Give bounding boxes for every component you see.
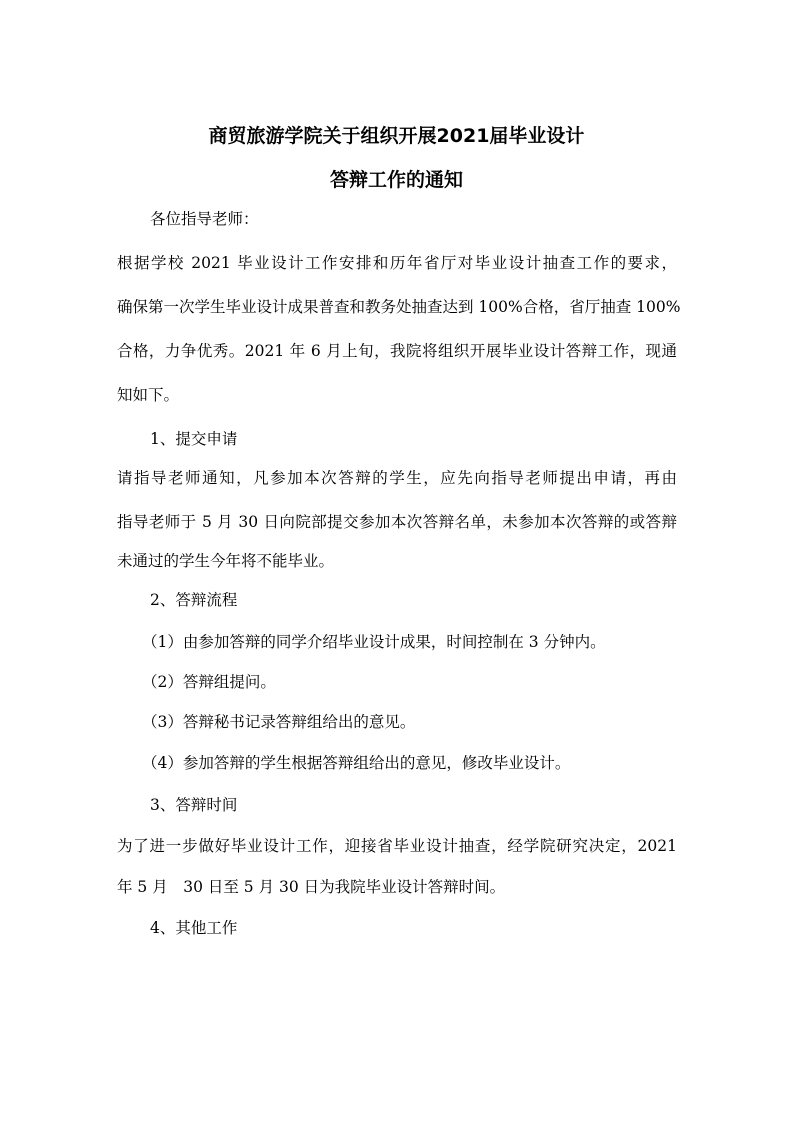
section1-line: 指导老师于 5 月 30 日向院部提交参加本次答辩名单，未参加本次答辩的或答辩 (117, 513, 677, 531)
section1-line: 请指导老师通知，凡参加本次答辩的学生，应先向指导老师提出申请，再由 (117, 469, 677, 487)
section-heading-submit: 1、提交申请 (150, 430, 238, 448)
section3-line: 为了进一步做好毕业设计工作，迎接省毕业设计抽查，经学院研究决定，2021 (117, 837, 677, 855)
intro-line: 合格，力争优秀。2021 年 6 月上旬，我院将组织开展毕业设计答辩工作，现通 (117, 342, 677, 360)
document-title-line1: 商贸旅游学院关于组织开展2021届毕业设计 (208, 125, 585, 147)
document-title-line2: 答辩工作的通知 (329, 169, 463, 191)
process-item: （1）由参加答辩的同学介绍毕业设计成果，时间控制在 3 分钟内。 (142, 633, 606, 651)
section3-line: 年 5 月 30 日至 5 月 30 日为我院毕业设计答辩时间。 (117, 878, 506, 896)
intro-line: 知如下。 (117, 386, 180, 404)
section-heading-time: 3、答辩时间 (150, 796, 238, 814)
section-heading-other: 4、其他工作 (150, 919, 238, 937)
intro-line: 根据学校 2021 毕业设计工作安排和历年省厅对毕业设计抽查工作的要求， (117, 254, 677, 272)
intro-line: 确保第一次学生毕业设计成果普查和教务处抽查达到 100%合格，省厅抽查 100% (117, 298, 681, 316)
process-item: （4）参加答辩的学生根据答辩组给出的意见，修改毕业设计。 (142, 754, 571, 772)
section1-line: 未通过的学生今年将不能毕业。 (117, 552, 335, 570)
process-item: （2）答辩组提问。 (142, 673, 276, 691)
section-heading-process: 2、答辩流程 (150, 591, 238, 609)
greeting: 各位指导老师： (150, 210, 259, 228)
process-item: （3）答辩秘书记录答辩组给出的意见。 (142, 713, 416, 731)
